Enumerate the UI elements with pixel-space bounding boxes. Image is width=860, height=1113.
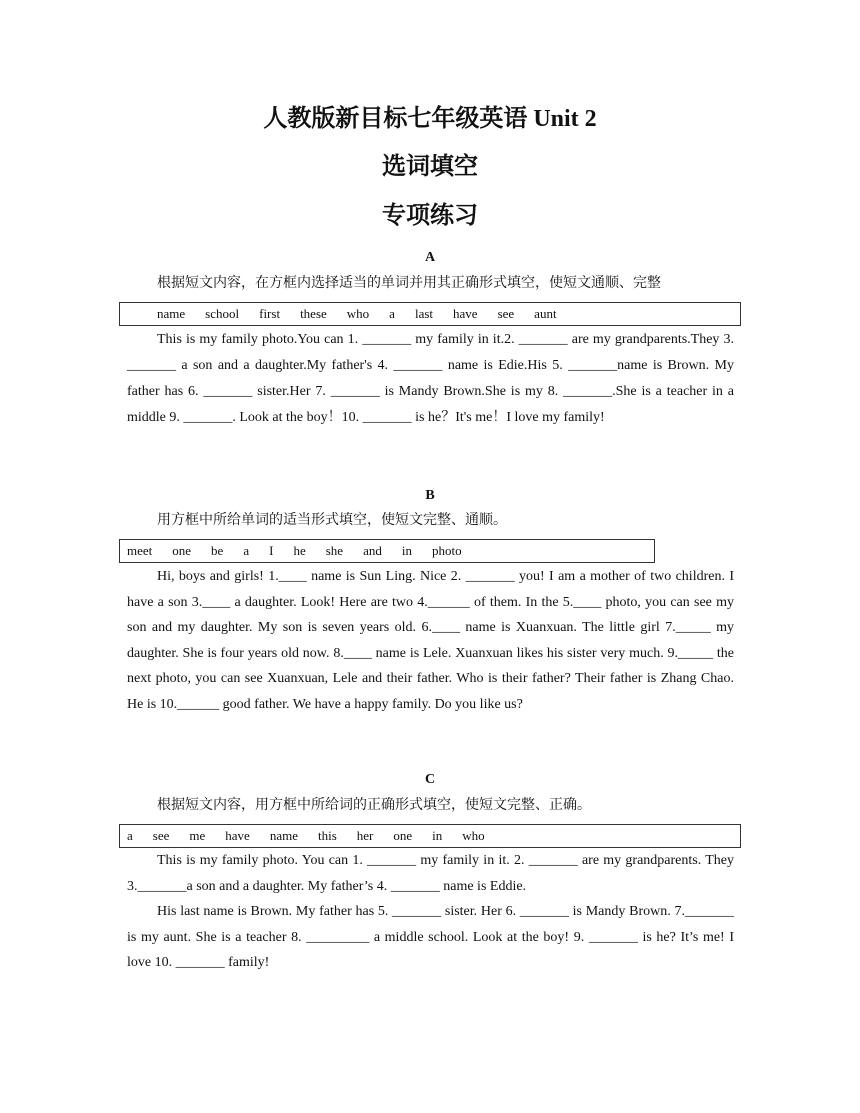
section-c-passage-1: This is my family photo. You can 1. _______ my family in it. 2. _______ are my grandparents. They 3._______a son and a daughter. My father’s 4. _______ name is Eddie. (127, 853, 734, 894)
word-box-item: who (346, 306, 370, 321)
word-box-item: these (300, 306, 327, 321)
word-box-item: name (157, 306, 186, 321)
word-box-item: one (172, 543, 192, 558)
word-box-item: last (414, 306, 434, 321)
section-c-word-box (119, 824, 741, 848)
section-c-heading: C (424, 772, 436, 787)
word-box-item: who (462, 828, 485, 843)
word-box-item: a (127, 828, 133, 843)
word-box-item: have (453, 306, 478, 321)
section-a-heading: A (424, 250, 436, 265)
section-b-passage: Hi, boys and girls! 1.____ name is Sun Ling. Nice 2. _______ you! I am a mother of two children. I have a son 3.____ a daughter. Look! Here are two 4.______ of them. In the 5.____ photo, you can see my son and my daughter. My son is seven years old. 6.____ name is Xuanxuan. The little girl 7._____ my daughter. She is four years old now. 8.____ name is Lele. Xuanxuan likes his sister very much. 9._____ the next photo, you can see Xuanxuan, Lele and their father. Who is their father? Their father is Zhang Chao. He is 10.______ good father. We have a happy family. Do you like us? (127, 569, 734, 712)
page-subtitle: 选词填空 (382, 154, 478, 180)
word-box-item: photo (431, 543, 462, 558)
word-box-item: I (269, 543, 274, 558)
section-a-word-box (119, 302, 741, 326)
word-box-item: and (363, 543, 382, 558)
word-box-item: aunt (534, 306, 557, 321)
page-subtitle-2: 专项练习 (382, 203, 478, 229)
word-box-item: me (189, 828, 206, 843)
word-box-item: see (152, 828, 170, 843)
word-box-item: her (356, 828, 374, 843)
word-box-item: have (225, 828, 250, 843)
page-title: 人教版新目标七年级英语 Unit 2 (263, 106, 597, 132)
word-box-item: a (389, 306, 395, 321)
word-box-item: she (325, 543, 344, 558)
section-a-passage: This is my family photo.You can 1. _______ my family in it.2. _______ are my grandparents.They 3. _______ a son and a daughter.My father's 4. _______ name is Edie.His 5. _______name is Brown. My father has 6. _______ sister.Her 7. _______ is Mandy Brown.She is my 8. _______.She is a teacher in a middle 9. _______. Look at the boy！10. _______ is he？It's me！I love my family! (127, 332, 734, 425)
word-box-item: in (401, 543, 412, 558)
word-box-item: first (259, 306, 281, 321)
section-b-heading: B (425, 488, 435, 503)
word-box-item: see (497, 306, 515, 321)
word-box-item: meet (127, 543, 153, 558)
word-box-item: this (317, 828, 337, 843)
word-box-item: a (243, 543, 250, 558)
word-box-item: he (293, 543, 306, 558)
word-box-item: school (205, 306, 240, 321)
section-c-passage-2: His last name is Brown. My father has 5. _______ sister. Her 6. _______ is Mandy Brown. 7._______ is my aunt. She is a teacher 8. _________ a middle school. Look at the boy! 9. _______ is he? It’s me! I love 10. _______ family! (127, 904, 734, 970)
section-b-instruction: 用方框中所给单词的适当形式填空，使短文完整、通顺。 (157, 513, 507, 528)
section-c-instruction: 根据短文内容，用方框中所给词的正确形式填空，使短文完整、正确。 (157, 798, 591, 813)
section-b-word-box (119, 539, 655, 563)
word-box-item: name (269, 828, 298, 843)
word-box-item: in (432, 828, 443, 843)
word-box-item: one (393, 828, 413, 843)
section-a-instruction: 根据短文内容，在方框内选择适当的单词并用其正确形式填空，使短文通顺、完整 (157, 276, 661, 291)
word-box-item: be (211, 543, 224, 558)
